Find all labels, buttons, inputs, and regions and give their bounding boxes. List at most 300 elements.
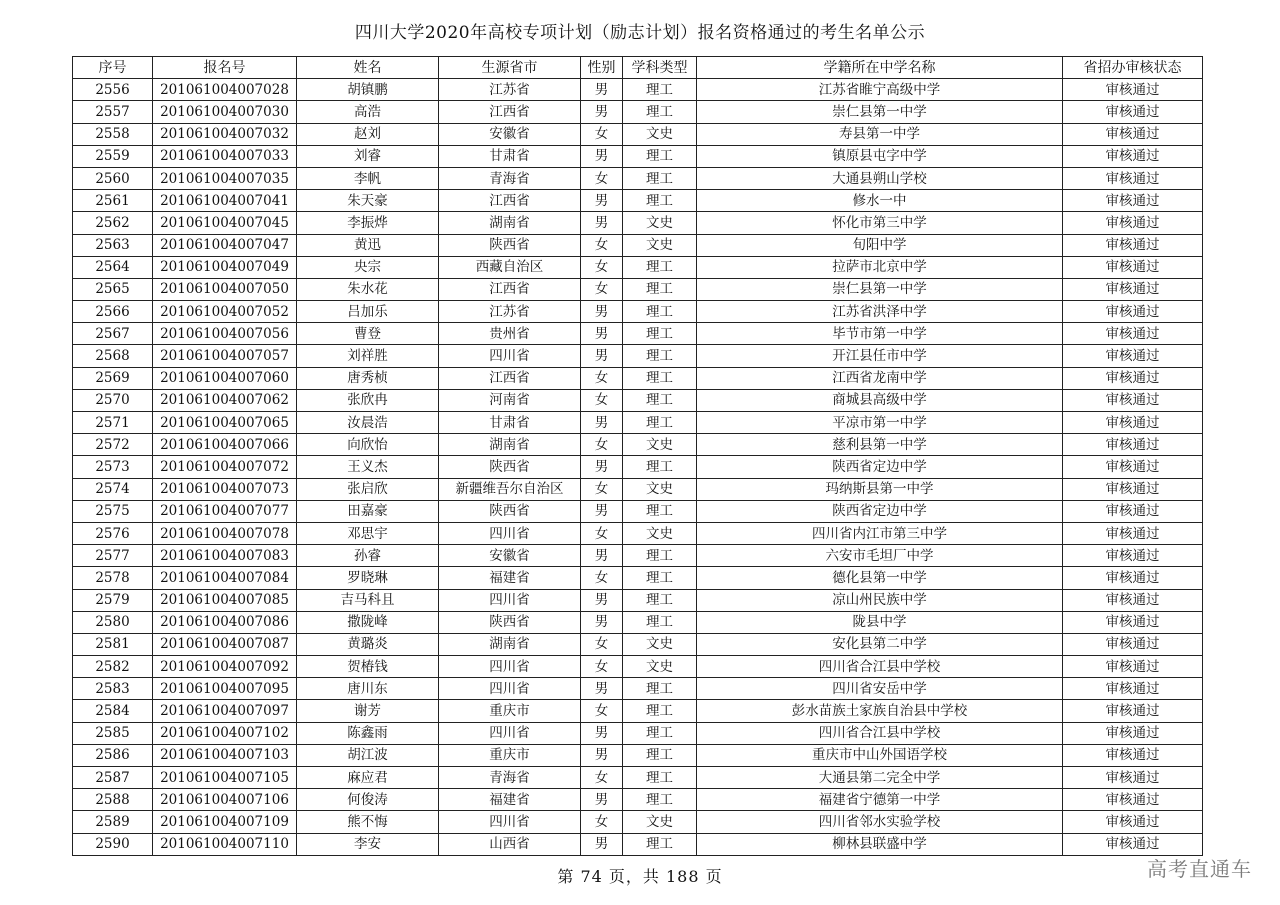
cell-gender: 男	[581, 412, 623, 434]
cell-index: 2583	[73, 678, 153, 700]
cell-index: 2586	[73, 744, 153, 766]
cell-index: 2576	[73, 522, 153, 544]
cell-review-status: 审核通过	[1063, 611, 1203, 633]
cell-registration-no: 201061004007066	[153, 434, 297, 456]
table-row	[73, 500, 1203, 522]
cell-index: 2558	[73, 123, 153, 145]
table-row	[73, 301, 1203, 323]
cell-name: 朱天豪	[297, 190, 439, 212]
table-row	[73, 167, 1203, 189]
cell-province: 江苏省	[439, 79, 581, 101]
table-row	[73, 522, 1203, 544]
cell-province: 福建省	[439, 789, 581, 811]
cell-subject-type: 理工	[623, 722, 697, 744]
cell-province: 甘肃省	[439, 412, 581, 434]
cell-registration-no: 201061004007092	[153, 656, 297, 678]
cell-index: 2570	[73, 389, 153, 411]
cell-school: 修水一中	[697, 190, 1063, 212]
cell-gender: 女	[581, 256, 623, 278]
cell-name: 赵刘	[297, 123, 439, 145]
col-header-gender: 性别	[581, 57, 623, 79]
cell-province: 四川省	[439, 811, 581, 833]
cell-subject-type: 理工	[623, 678, 697, 700]
cell-school: 开江县任市中学	[697, 345, 1063, 367]
cell-gender: 男	[581, 611, 623, 633]
cell-registration-no: 201061004007073	[153, 478, 297, 500]
cell-review-status: 审核通过	[1063, 478, 1203, 500]
cell-registration-no: 201061004007056	[153, 323, 297, 345]
cell-registration-no: 201061004007086	[153, 611, 297, 633]
cell-gender: 女	[581, 522, 623, 544]
cell-review-status: 审核通过	[1063, 744, 1203, 766]
table-row	[73, 811, 1203, 833]
cell-school: 江西省龙南中学	[697, 367, 1063, 389]
cell-province: 安徽省	[439, 123, 581, 145]
cell-gender: 男	[581, 744, 623, 766]
cell-index: 2572	[73, 434, 153, 456]
cell-name: 李帆	[297, 167, 439, 189]
table-row	[73, 101, 1203, 123]
cell-index: 2582	[73, 656, 153, 678]
cell-index: 2584	[73, 700, 153, 722]
table-row	[73, 722, 1203, 744]
cell-subject-type: 文史	[623, 522, 697, 544]
cell-school: 德化县第一中学	[697, 567, 1063, 589]
cell-name: 黄璐炎	[297, 633, 439, 655]
cell-review-status: 审核通过	[1063, 167, 1203, 189]
cell-school: 陕西省定边中学	[697, 456, 1063, 478]
cell-province: 陕西省	[439, 500, 581, 522]
cell-name: 麻应君	[297, 767, 439, 789]
cell-index: 2562	[73, 212, 153, 234]
cell-province: 新疆维吾尔自治区	[439, 478, 581, 500]
col-header-index: 序号	[73, 57, 153, 79]
cell-subject-type: 理工	[623, 323, 697, 345]
cell-registration-no: 201061004007050	[153, 278, 297, 300]
cell-gender: 女	[581, 367, 623, 389]
cell-province: 湖南省	[439, 434, 581, 456]
cell-registration-no: 201061004007077	[153, 500, 297, 522]
cell-province: 青海省	[439, 767, 581, 789]
cell-name: 吕加乐	[297, 301, 439, 323]
cell-gender: 女	[581, 434, 623, 456]
cell-review-status: 审核通过	[1063, 633, 1203, 655]
cell-registration-no: 201061004007032	[153, 123, 297, 145]
cell-index: 2575	[73, 500, 153, 522]
cell-registration-no: 201061004007106	[153, 789, 297, 811]
cell-name: 何俊涛	[297, 789, 439, 811]
cell-name: 李安	[297, 833, 439, 855]
cell-subject-type: 文史	[623, 633, 697, 655]
table-row	[73, 478, 1203, 500]
cell-review-status: 审核通过	[1063, 789, 1203, 811]
cell-index: 2560	[73, 167, 153, 189]
table-row	[73, 79, 1203, 101]
cell-province: 陕西省	[439, 611, 581, 633]
cell-name: 王义杰	[297, 456, 439, 478]
cell-school: 大通县第二完全中学	[697, 767, 1063, 789]
cell-province: 重庆市	[439, 700, 581, 722]
cell-index: 2567	[73, 323, 153, 345]
cell-registration-no: 201061004007062	[153, 389, 297, 411]
cell-subject-type: 理工	[623, 79, 697, 101]
cell-name: 唐秀桢	[297, 367, 439, 389]
cell-gender: 女	[581, 123, 623, 145]
cell-school: 毕节市第一中学	[697, 323, 1063, 345]
cell-review-status: 审核通过	[1063, 700, 1203, 722]
cell-province: 青海省	[439, 167, 581, 189]
cell-name: 向欣怡	[297, 434, 439, 456]
cell-school: 平凉市第一中学	[697, 412, 1063, 434]
cell-school: 镇原县屯字中学	[697, 145, 1063, 167]
cell-school: 六安市毛坦厂中学	[697, 545, 1063, 567]
cell-registration-no: 201061004007035	[153, 167, 297, 189]
table-row	[73, 789, 1203, 811]
cell-registration-no: 201061004007078	[153, 522, 297, 544]
cell-review-status: 审核通过	[1063, 278, 1203, 300]
cell-review-status: 审核通过	[1063, 500, 1203, 522]
cell-gender: 男	[581, 345, 623, 367]
cell-name: 谢芳	[297, 700, 439, 722]
table-row	[73, 633, 1203, 655]
cell-registration-no: 201061004007028	[153, 79, 297, 101]
cell-subject-type: 文史	[623, 811, 697, 833]
cell-registration-no: 201061004007083	[153, 545, 297, 567]
cell-review-status: 审核通过	[1063, 522, 1203, 544]
table-row	[73, 656, 1203, 678]
cell-gender: 女	[581, 811, 623, 833]
cell-review-status: 审核通过	[1063, 212, 1203, 234]
cell-gender: 男	[581, 500, 623, 522]
cell-subject-type: 理工	[623, 456, 697, 478]
cell-index: 2574	[73, 478, 153, 500]
cell-index: 2579	[73, 589, 153, 611]
cell-name: 央宗	[297, 256, 439, 278]
table-row	[73, 145, 1203, 167]
cell-gender: 女	[581, 633, 623, 655]
cell-index: 2569	[73, 367, 153, 389]
cell-name: 田嘉豪	[297, 500, 439, 522]
table-row	[73, 278, 1203, 300]
cell-school: 柳林县联盛中学	[697, 833, 1063, 855]
cell-school: 江苏省睢宁高级中学	[697, 79, 1063, 101]
cell-index: 2563	[73, 234, 153, 256]
cell-index: 2559	[73, 145, 153, 167]
cell-province: 江苏省	[439, 301, 581, 323]
candidate-table	[72, 56, 1203, 856]
cell-name: 胡镇鹏	[297, 79, 439, 101]
cell-subject-type: 理工	[623, 744, 697, 766]
cell-index: 2564	[73, 256, 153, 278]
table-row	[73, 256, 1203, 278]
cell-gender: 女	[581, 167, 623, 189]
cell-subject-type: 理工	[623, 589, 697, 611]
table-row	[73, 323, 1203, 345]
cell-subject-type: 理工	[623, 567, 697, 589]
cell-registration-no: 201061004007102	[153, 722, 297, 744]
table-row	[73, 123, 1203, 145]
cell-subject-type: 文史	[623, 656, 697, 678]
cell-gender: 女	[581, 478, 623, 500]
cell-province: 江西省	[439, 367, 581, 389]
cell-province: 山西省	[439, 833, 581, 855]
cell-name: 曹登	[297, 323, 439, 345]
cell-review-status: 审核通过	[1063, 567, 1203, 589]
cell-name: 刘睿	[297, 145, 439, 167]
cell-registration-no: 201061004007057	[153, 345, 297, 367]
cell-index: 2587	[73, 767, 153, 789]
cell-name: 汝晨浩	[297, 412, 439, 434]
cell-index: 2571	[73, 412, 153, 434]
table-row	[73, 412, 1203, 434]
cell-gender: 男	[581, 722, 623, 744]
cell-name: 陈鑫雨	[297, 722, 439, 744]
cell-gender: 女	[581, 656, 623, 678]
cell-name: 撒陇峰	[297, 611, 439, 633]
cell-name: 黄迅	[297, 234, 439, 256]
cell-review-status: 审核通过	[1063, 234, 1203, 256]
cell-province: 四川省	[439, 678, 581, 700]
cell-index: 2580	[73, 611, 153, 633]
cell-subject-type: 理工	[623, 500, 697, 522]
cell-index: 2561	[73, 190, 153, 212]
cell-gender: 男	[581, 589, 623, 611]
cell-province: 贵州省	[439, 323, 581, 345]
cell-index: 2566	[73, 301, 153, 323]
cell-gender: 男	[581, 212, 623, 234]
cell-subject-type: 理工	[623, 301, 697, 323]
cell-registration-no: 201061004007105	[153, 767, 297, 789]
cell-school: 寿县第一中学	[697, 123, 1063, 145]
cell-school: 凉山州民族中学	[697, 589, 1063, 611]
cell-subject-type: 理工	[623, 389, 697, 411]
cell-registration-no: 201061004007049	[153, 256, 297, 278]
cell-registration-no: 201061004007095	[153, 678, 297, 700]
cell-gender: 女	[581, 567, 623, 589]
cell-province: 江西省	[439, 278, 581, 300]
cell-gender: 男	[581, 145, 623, 167]
cell-school: 四川省邻水实验学校	[697, 811, 1063, 833]
cell-school: 四川省合江县中学校	[697, 656, 1063, 678]
cell-index: 2573	[73, 456, 153, 478]
cell-gender: 男	[581, 678, 623, 700]
cell-name: 贺椿钱	[297, 656, 439, 678]
cell-province: 四川省	[439, 656, 581, 678]
cell-gender: 男	[581, 190, 623, 212]
cell-province: 重庆市	[439, 744, 581, 766]
cell-province: 四川省	[439, 589, 581, 611]
col-header-review-status: 省招办审核状态	[1063, 57, 1203, 79]
cell-school: 江苏省洪泽中学	[697, 301, 1063, 323]
cell-school: 商城县高级中学	[697, 389, 1063, 411]
cell-gender: 男	[581, 545, 623, 567]
cell-review-status: 审核通过	[1063, 323, 1203, 345]
cell-review-status: 审核通过	[1063, 767, 1203, 789]
cell-review-status: 审核通过	[1063, 656, 1203, 678]
table-row	[73, 545, 1203, 567]
cell-registration-no: 201061004007103	[153, 744, 297, 766]
table-row	[73, 611, 1203, 633]
cell-school: 崇仁县第一中学	[697, 101, 1063, 123]
table-row	[73, 767, 1203, 789]
cell-subject-type: 理工	[623, 190, 697, 212]
document-title: 四川大学2020年高校专项计划（励志计划）报名资格通过的考生名单公示	[354, 23, 926, 43]
cell-school: 慈利县第一中学	[697, 434, 1063, 456]
cell-subject-type: 理工	[623, 101, 697, 123]
cell-registration-no: 201061004007084	[153, 567, 297, 589]
cell-review-status: 审核通过	[1063, 389, 1203, 411]
cell-gender: 男	[581, 101, 623, 123]
cell-province: 河南省	[439, 389, 581, 411]
cell-index: 2578	[73, 567, 153, 589]
cell-school: 四川省安岳中学	[697, 678, 1063, 700]
cell-index: 2568	[73, 345, 153, 367]
table-row	[73, 700, 1203, 722]
cell-province: 陕西省	[439, 456, 581, 478]
cell-school: 旬阳中学	[697, 234, 1063, 256]
cell-name: 李振烨	[297, 212, 439, 234]
cell-subject-type: 文史	[623, 478, 697, 500]
cell-subject-type: 理工	[623, 256, 697, 278]
table-body	[73, 79, 1203, 856]
cell-school: 玛纳斯县第一中学	[697, 478, 1063, 500]
cell-review-status: 审核通过	[1063, 545, 1203, 567]
cell-review-status: 审核通过	[1063, 101, 1203, 123]
cell-school: 陕西省定边中学	[697, 500, 1063, 522]
cell-gender: 女	[581, 700, 623, 722]
cell-subject-type: 理工	[623, 145, 697, 167]
cell-school: 崇仁县第一中学	[697, 278, 1063, 300]
cell-registration-no: 201061004007045	[153, 212, 297, 234]
cell-index: 2556	[73, 79, 153, 101]
table-row	[73, 234, 1203, 256]
cell-subject-type: 理工	[623, 700, 697, 722]
cell-subject-type: 理工	[623, 167, 697, 189]
cell-review-status: 审核通过	[1063, 833, 1203, 855]
table-row	[73, 345, 1203, 367]
cell-name: 邓思宇	[297, 522, 439, 544]
cell-school: 怀化市第三中学	[697, 212, 1063, 234]
cell-school: 陇县中学	[697, 611, 1063, 633]
cell-index: 2589	[73, 811, 153, 833]
cell-province: 甘肃省	[439, 145, 581, 167]
cell-name: 罗晓琳	[297, 567, 439, 589]
table-row	[73, 833, 1203, 855]
cell-review-status: 审核通过	[1063, 256, 1203, 278]
cell-subject-type: 理工	[623, 833, 697, 855]
col-header-registration-no: 报名号	[153, 57, 297, 79]
cell-province: 湖南省	[439, 633, 581, 655]
cell-review-status: 审核通过	[1063, 79, 1203, 101]
cell-name: 高浩	[297, 101, 439, 123]
cell-registration-no: 201061004007072	[153, 456, 297, 478]
cell-gender: 男	[581, 789, 623, 811]
cell-gender: 女	[581, 767, 623, 789]
cell-registration-no: 201061004007047	[153, 234, 297, 256]
cell-registration-no: 201061004007097	[153, 700, 297, 722]
cell-province: 福建省	[439, 567, 581, 589]
table-header-row	[73, 57, 1203, 79]
cell-school: 大通县朔山学校	[697, 167, 1063, 189]
cell-index: 2585	[73, 722, 153, 744]
cell-province: 湖南省	[439, 212, 581, 234]
cell-province: 四川省	[439, 522, 581, 544]
cell-name: 朱水花	[297, 278, 439, 300]
cell-index: 2577	[73, 545, 153, 567]
cell-gender: 男	[581, 301, 623, 323]
cell-gender: 男	[581, 323, 623, 345]
cell-gender: 女	[581, 389, 623, 411]
cell-subject-type: 理工	[623, 412, 697, 434]
cell-registration-no: 201061004007110	[153, 833, 297, 855]
cell-school: 拉萨市北京中学	[697, 256, 1063, 278]
cell-review-status: 审核通过	[1063, 434, 1203, 456]
cell-name: 张欣冉	[297, 389, 439, 411]
cell-index: 2588	[73, 789, 153, 811]
cell-review-status: 审核通过	[1063, 345, 1203, 367]
page-indicator: 第 74 页，共 188 页	[557, 867, 723, 886]
cell-registration-no: 201061004007085	[153, 589, 297, 611]
cell-index: 2565	[73, 278, 153, 300]
cell-school: 重庆市中山外国语学校	[697, 744, 1063, 766]
cell-registration-no: 201061004007109	[153, 811, 297, 833]
cell-registration-no: 201061004007041	[153, 190, 297, 212]
cell-school: 安化县第二中学	[697, 633, 1063, 655]
cell-name: 熊不悔	[297, 811, 439, 833]
cell-subject-type: 理工	[623, 278, 697, 300]
cell-subject-type: 理工	[623, 767, 697, 789]
cell-province: 江西省	[439, 101, 581, 123]
cell-review-status: 审核通过	[1063, 678, 1203, 700]
table-row	[73, 678, 1203, 700]
cell-province: 江西省	[439, 190, 581, 212]
cell-subject-type: 理工	[623, 611, 697, 633]
cell-gender: 男	[581, 79, 623, 101]
cell-review-status: 审核通过	[1063, 456, 1203, 478]
cell-subject-type: 文史	[623, 234, 697, 256]
cell-index: 2557	[73, 101, 153, 123]
cell-province: 四川省	[439, 722, 581, 744]
cell-subject-type: 理工	[623, 367, 697, 389]
cell-review-status: 审核通过	[1063, 811, 1203, 833]
cell-review-status: 审核通过	[1063, 190, 1203, 212]
cell-review-status: 审核通过	[1063, 301, 1203, 323]
cell-province: 安徽省	[439, 545, 581, 567]
col-header-name: 姓名	[297, 57, 439, 79]
cell-subject-type: 文史	[623, 123, 697, 145]
cell-index: 2590	[73, 833, 153, 855]
cell-school: 四川省内江市第三中学	[697, 522, 1063, 544]
cell-registration-no: 201061004007033	[153, 145, 297, 167]
col-header-school: 学籍所在中学名称	[697, 57, 1063, 79]
cell-review-status: 审核通过	[1063, 412, 1203, 434]
cell-registration-no: 201061004007087	[153, 633, 297, 655]
table-row	[73, 190, 1203, 212]
table-row	[73, 434, 1203, 456]
cell-province: 陕西省	[439, 234, 581, 256]
cell-school: 福建省宁德第一中学	[697, 789, 1063, 811]
cell-review-status: 审核通过	[1063, 589, 1203, 611]
cell-review-status: 审核通过	[1063, 367, 1203, 389]
cell-registration-no: 201061004007065	[153, 412, 297, 434]
cell-gender: 女	[581, 278, 623, 300]
cell-gender: 男	[581, 833, 623, 855]
cell-review-status: 审核通过	[1063, 145, 1203, 167]
cell-gender: 女	[581, 234, 623, 256]
cell-name: 张启欣	[297, 478, 439, 500]
table-row	[73, 744, 1203, 766]
cell-gender: 男	[581, 456, 623, 478]
